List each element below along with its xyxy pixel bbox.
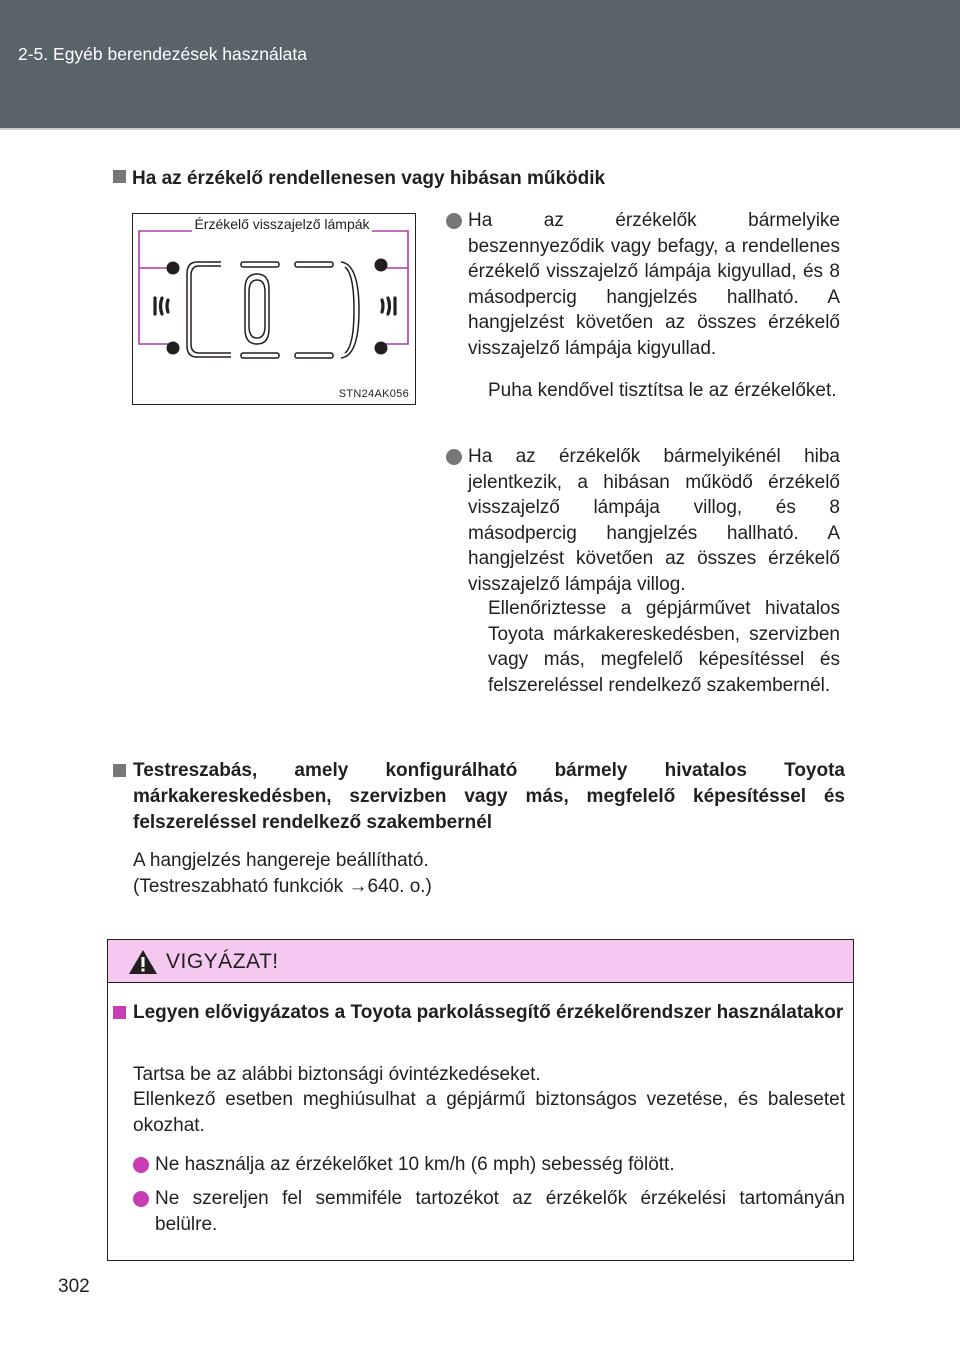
square-bullet-icon [113,170,126,183]
page-number: 302 [58,1276,90,1297]
bullet-text-2: Ha az érzékelők bármelyikénél hiba jelentkezik, a hibásan működő érzékelő visszajelző lámpája villog, és 8 másodpercig hangjelzés hallható. A hangjelzést követően az összes érzékelő visszajelző lámpája villog. [468,446,840,595]
section2-line1: A hangjelzés hangereje beállítható. [133,850,429,871]
section2-line2: (Testreszabható funkciók →640. o.) [133,876,432,897]
bullet-note-1: Puha kendővel tisztítsa le az érzékelőket. [488,380,837,401]
warning-intro2: Ellenkező esetben meghiúsulhat a gépjármű biztonságos vezetése, és balesetet okozhat. [133,1089,845,1136]
warning-intro1: Tartsa be az alábbi biztonsági óvintézkedéseket. [133,1064,541,1085]
warning-title: VIGYÁZAT! [166,950,279,973]
car-outline [187,262,359,358]
circle-bullet-icon [133,1157,149,1173]
car-sensor-diagram [133,214,415,404]
callout-lines [139,231,408,344]
warning-header [108,940,853,983]
figure-code: STN24AK056 [338,388,409,400]
header-divider [0,128,960,130]
warning-box: VIGYÁZAT! Legyen elővigyázatos a Toyota parkolássegítő érzékelőrendszer használatakor Tartsa be az alábbi biztonsági óvintézkedéseket. Ellenkező esetben meghiúsulhat a gépjármű biztonságos vezetése, és balesetet okozhat. Ne használja az érzékelőket 10 km/h (6 mph) sebesség fölött. Ne szereljen fel semmiféle tartozékot az érzékelők érzékelési tartományán belülre. [107,939,854,1261]
circle-bullet-icon [446,213,462,229]
circle-bullet-icon [133,1191,149,1207]
page-header [0,0,960,128]
square-bullet-icon [113,764,126,777]
bullet-text-1: Ha az érzékelők bármelyike beszennyeződik vagy befagy, a rendellenes érzékelő visszajelző lámpája kigyullad, és 8 másodpercig hangjelzés hallható. A hangjelzést követően az összes érzékelő visszajelző lámpája kigyullad. [468,210,840,359]
circle-bullet-icon [446,449,462,465]
sensor-figure [132,213,416,405]
warning-triangle-icon [128,949,158,975]
section1-heading: Ha az érzékelő rendellenesen vagy hibásan működik [113,166,843,192]
bullet-note-2: Ellenőriztesse a gépjárművet hivatalos Toyota márkakereskedésben, szervizben vagy más, megfelelő képesítéssel és felszereléssel rendelkező szakembernél. [488,598,840,696]
square-bullet-icon [113,1006,126,1019]
chapter-title: 2-5. Egyéb berendezések használata [18,44,307,64]
figure-caption: Érzékelő visszajelző lámpák [192,216,372,233]
